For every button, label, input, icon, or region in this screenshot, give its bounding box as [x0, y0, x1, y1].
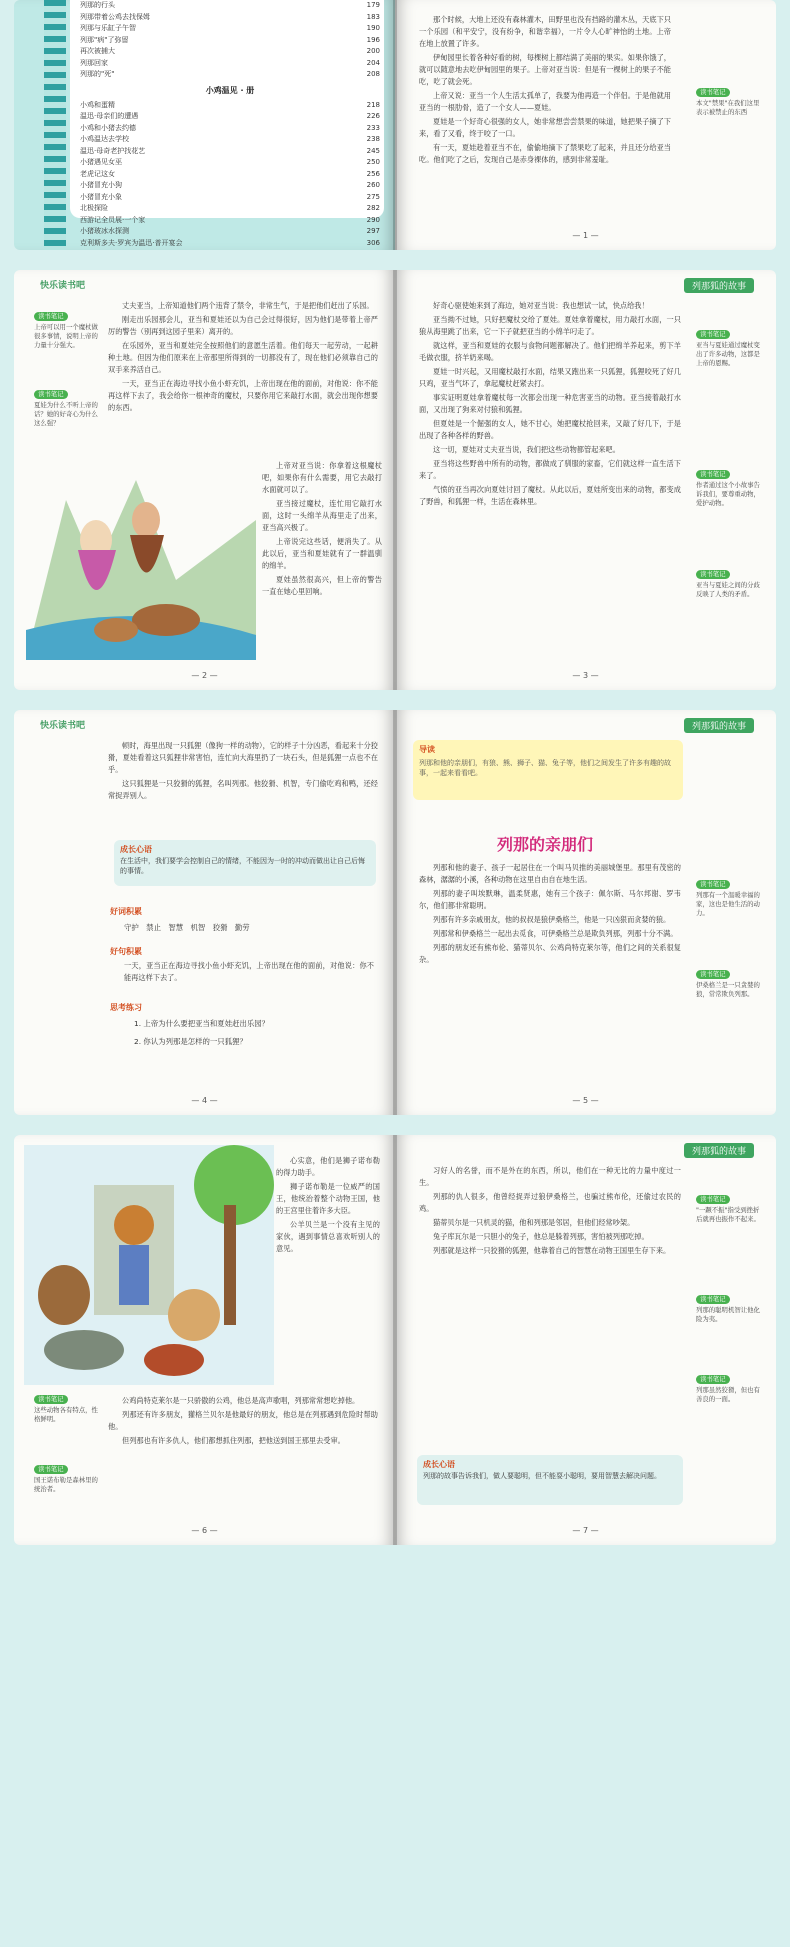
page-1-body [419, 14, 671, 168]
words-list: 守护 禁止 智慧 机智 狡猾 勤劳 [124, 923, 250, 932]
paragraph: 这只狐狸是一只狡猾的狐狸，名叫列那。他狡猾、机智，专门偷吃鸡和鸭，还经常捉弄别人。 [108, 779, 378, 800]
adam-eve-illustration [26, 460, 256, 660]
toc-row[interactable]: 列那带着公鸡去找保姆 183 [80, 12, 380, 21]
spread-2 [14, 270, 776, 690]
paragraph: 列那的朋友还有熊布伦、猫蒂贝尔、公鸡尚特克莱尔等，他们之间的关系很复杂。 [419, 943, 681, 964]
paragraph: 在乐园外，亚当和夏娃完全按照他们的意愿生活着。他们每天一起劳动，一起耕种土地。但因为他们原来在上帝那里所得到的一切都没有了，现在他们必须靠自己的双手来养活自己。 [108, 341, 378, 374]
chapter-title: 列那的亲朋们 [496, 835, 593, 854]
note-badge: 读书笔记 [696, 1195, 730, 1204]
paragraph: 但夏娃是一个倔强的女人，她不甘心，她把魔杖抢回来，又敲了好几下，于是出现了各种各样的野兽。 [419, 419, 681, 440]
page-2 [14, 270, 395, 690]
page-number: — 3 — [572, 671, 599, 680]
toc-row[interactable]: 小猪遇见女巫 250 [80, 158, 380, 166]
question-2: 2. 你认为列那是怎样的一只狐狸？ [134, 1037, 247, 1046]
page-6-body [108, 1395, 378, 1449]
side-note: 读书笔记 国王诺布勒是森林里的统治者。 [34, 1465, 98, 1493]
note-badge: 读书笔记 [696, 470, 730, 479]
toc-row[interactable]: 小猪冒充小象 275 [80, 192, 380, 201]
running-head-right: 列那狐的故事 [684, 718, 754, 733]
growth-tip-box [417, 1455, 683, 1505]
paragraph: 列那和他的妻子、孩子一起居住在一个叫马贝推的美丽城堡里。那里有茂密的森林，潺潺的小溪，各种动物在这里自由自在地生活。 [419, 863, 681, 884]
book-gutter [393, 0, 397, 250]
side-note: 读书笔记 亚当与夏娃通过魔杖变出了许多动物，这都是上帝的恩赐。 [696, 330, 760, 367]
paragraph: 丈夫亚当，上帝知道他们两个违背了禁令，非常生气，于是把他们赶出了乐园。 [122, 301, 374, 310]
paragraph: 兔子库瓦尔是一只胆小的兔子，他总是躲着列那，害怕被列那吃掉。 [433, 1232, 649, 1241]
running-head-left: 快乐读书吧 [40, 721, 86, 731]
note-badge: 读书笔记 [34, 1395, 68, 1404]
sentence-text: 一天，亚当正在海边寻找小鱼小虾充饥，上帝出现在他的面前，对他说：你不能再这样下去了。 [124, 961, 374, 982]
page-5-body [419, 862, 681, 968]
note-badge: 读书笔记 [34, 390, 68, 399]
toc-row[interactable]: 北极探险 282 [80, 204, 380, 212]
paragraph: 上帝又说：亚当一个人生活太孤单了，我要为他再造一个伴侣。于是他就用亚当的一根肋骨，造了一个女人——夏娃。 [419, 91, 671, 112]
toc-row[interactable]: 老虎记这女 256 [80, 169, 380, 178]
questions-title: 思考练习 [110, 1003, 142, 1012]
paragraph: 上帝对亚当说：你拿着这根魔杖吧，如果你有什么需要，用它去敲打水面就可以了。 [262, 461, 382, 494]
spread-4 [14, 1135, 776, 1915]
paragraph: 上帝说完这些话，便消失了。从此以后，亚当和夏娃就有了一群温驯的绵羊。 [262, 537, 382, 570]
paragraph: 事实证明夏娃拿着魔杖每一次都会出现一种危害亚当的动物。亚当接着敲打水面，又出现了狗来对付狼和狐狸。 [419, 393, 681, 414]
toc-row[interactable]: 小鸡和小猪去约德 233 [80, 123, 380, 132]
paragraph: 列那的妻子叫埃默琳，温柔贤惠，她有三个孩子：佩尔斯、马尔邦谢、罗韦尔，他们都非常聪明。 [419, 889, 681, 910]
running-head-right: 列那狐的故事 [684, 278, 754, 293]
note-badge: 读书笔记 [34, 1465, 68, 1474]
toc-row[interactable]: 西游记全员展·一个家 290 [80, 215, 380, 224]
spread-1 [14, 0, 776, 250]
page-number: — 4 — [191, 1096, 218, 1105]
toc-row[interactable]: 小猪玻冰水探测 297 [80, 227, 380, 235]
paragraph: 刚走出乐园那会儿，亚当和夏娃还以为自己会过得很好，因为他们是带着上帝严厉的警告（别再到这园子里来）离开的。 [108, 315, 378, 336]
toc-row[interactable]: 小猪冒充小狗 260 [80, 181, 380, 189]
page-4-body [108, 740, 378, 804]
toc-row[interactable]: 小鸡和蛋精 218 [80, 100, 380, 109]
side-note: 读书笔记 "一蹶不振"指受到挫折后就再也振作不起来。 [696, 1195, 760, 1223]
paragraph: 就这样，亚当和夏娃的衣服与食物问题都解决了。他们把绵羊养起来，剪下羊毛做衣服，挤羊奶来喝。 [419, 341, 681, 362]
growth-tip-title: 成长心语 [120, 845, 152, 854]
toc-row[interactable]: 列那的"死" 208 [80, 70, 380, 78]
paragraph: 亚当接过魔杖，连忙用它敲打水面，这时一头绵羊从海里走了出来，亚当高兴极了。 [262, 499, 382, 532]
toc-row[interactable]: 列那与乐缸子午智 190 [80, 24, 380, 32]
lion-court-illustration [24, 1145, 274, 1385]
intro-text: 列那和他的亲朋们，有狼、熊、狮子、猫、兔子等，他们之间发生了许多有趣的故事，一起来看看吧。 [419, 759, 671, 777]
book-gutter [393, 710, 397, 1115]
side-note: 读书笔记 列那虽然狡猾，但也有善良的一面。 [696, 1375, 760, 1403]
page-1 [395, 0, 776, 250]
page-number: — 2 — [191, 671, 218, 680]
sentence-title: 好句积累 [110, 947, 142, 956]
running-head-left: 快乐读书吧 [40, 281, 86, 291]
paragraph: 猫蒂贝尔是一只机灵的猫，他和列那是邻居，但他们经常吵架。 [433, 1218, 635, 1227]
paragraph: 夏娃是一个好奇心很强的女人，她非常想尝尝禁果的味道，她把果子摘了下来，看了又看，终于咬了一口。 [419, 117, 671, 138]
paragraph: 列那就是这样一只狡猾的狐狸，他靠着自己的智慧在动物王国里生存下来。 [433, 1246, 671, 1255]
page-7 [395, 1135, 776, 1545]
page-2-body-continued [262, 460, 382, 600]
page-5 [395, 710, 776, 1115]
toc-row[interactable]: 列那"病"了弥留 196 [80, 35, 380, 44]
paragraph: 但列那也有许多仇人，他们都想抓住列那，把他送到国王那里去受审。 [122, 1436, 345, 1445]
note-badge: 读书笔记 [696, 1375, 730, 1384]
toc-section-title: 小鸡温见 · 册 [205, 85, 255, 95]
note-badge: 读书笔记 [696, 1295, 730, 1304]
page-6-body-side [276, 1155, 380, 1257]
paragraph: 这一切，夏娃对丈夫亚当说，我们把这些动物都管起来吧。 [433, 445, 620, 454]
toc-row[interactable]: 再次被捕大 200 [80, 47, 380, 55]
toc-page [14, 0, 395, 250]
growth-tip-text: 列那的故事告诉我们，做人要聪明，但不能耍小聪明，要用智慧去解决问题。 [423, 1472, 661, 1480]
growth-tip-title: 成长心语 [423, 1460, 455, 1469]
page-6 [14, 1135, 395, 1545]
words-title: 好词积累 [110, 907, 142, 916]
page-number: — 7 — [572, 1526, 599, 1535]
note-badge: 读书笔记 [696, 88, 730, 97]
paragraph: 好奇心驱使她来到了海边，她对亚当说：我也想试一试，快点给我！ [433, 301, 649, 310]
toc-row[interactable]: 温迅·母奇老护找花艺 245 [80, 146, 380, 155]
side-note: 读书笔记 作者通过这个小故事告诉我们，要尊重动物，爱护动物。 [696, 470, 760, 507]
page-number: — 6 — [191, 1526, 218, 1535]
toc-row[interactable]: 克利斯多夫·罗宾为温迅·普开宴会 306 [80, 238, 380, 247]
page-4 [14, 710, 395, 1115]
paragraph: 列那还有许多朋友，獾格兰贝尔是他最好的朋友，他总是在列那遇到危险时帮助他。 [108, 1410, 378, 1431]
paragraph: 那个时候，大地上还没有森林灌木，田野里也没有挡路的灌木丛，天底下只一个乐园（和平安宁，没有纷争，和谐幸福），一片令人心旷神怡的土地。上帝在地上放置了许多。 [419, 15, 671, 48]
paragraph: 亚当将这些野兽中所有的动物，都做成了驯服的家畜，它们就这样一直生活下来了。 [419, 459, 681, 480]
side-note: 读书笔记 伊桑格兰是一只贪婪的狼，常常欺负列那。 [696, 970, 760, 998]
paragraph: 夏娃一时兴起，又用魔杖敲打水面，结果又跑出来一只狐狸，狐狸咬死了好几只鸡，亚当气坏了，拿起魔杖赶紧去打。 [419, 367, 681, 388]
paragraph: 亚当拗不过她，只好把魔杖交给了夏娃。夏娃拿着魔杖，用力敲打水面，一只狼从海里跳了出来，它一下子就把亚当的小绵羊叼走了。 [419, 315, 681, 336]
side-note: 读书笔记 本文"禁果"在我们这里表示被禁止的东西 [696, 88, 760, 116]
page-number: — 1 — [572, 231, 599, 240]
side-note: 读书笔记 上帝可以用一个魔杖做很多事情，说明上帝的力量十分强大。 [34, 312, 98, 349]
question-1: 1. 上帝为什么要把亚当和夏娃赶出乐园？ [134, 1019, 270, 1028]
paragraph: 心实意，他们是狮子诺布勒的得力助手。 [276, 1156, 380, 1177]
paragraph: 气愤的亚当再次向夏娃讨回了魔杖。从此以后，夏娃所变出来的动物，都变成了野兽，和狐狸一样，生活在森林里。 [419, 485, 681, 506]
paragraph: 狮子诺布勒是一位威严的国王，他统治着整个动物王国，他的王宫里住着许多大臣。 [276, 1182, 380, 1215]
paragraph: 公羊贝兰是一个没有主见的家伙，遇到事情总喜欢听别人的意见。 [276, 1220, 380, 1253]
toc-row[interactable]: 温迅·母亲们的遭遇 226 [80, 112, 380, 120]
paragraph: 一天，亚当正在海边寻找小鱼小虾充饥，上帝出现在他的面前，对他说：你不能再这样下去了，我会给你一根神奇的魔杖，只要你用它来敲打水面，就会出现你想要的东西。 [108, 379, 378, 412]
paragraph: 夏娃虽然很高兴，但上帝的警告一直在她心里回响。 [262, 575, 382, 596]
toc-row[interactable]: 列那的行头 179 [80, 1, 380, 9]
book-gutter [393, 270, 397, 690]
side-note: 读书笔记 列那的聪明机智让他化险为夷。 [696, 1295, 760, 1323]
page-3-body [419, 300, 681, 510]
page-2-body [108, 300, 378, 416]
intro-title: 导读 [419, 745, 435, 754]
note-badge: 读书笔记 [696, 330, 730, 339]
paragraph: 公鸡尚特克莱尔是一只骄傲的公鸡，他总是高声歌唱，列那常常想吃掉他。 [122, 1396, 360, 1405]
note-badge: 读书笔记 [696, 970, 730, 979]
note-badge: 读书笔记 [696, 880, 730, 889]
paragraph: 伊甸园里长着各种好看的树，每棵树上都结满了美丽的果实。如果你饿了，就可以随意地去吃伊甸园里的果子。上帝对亚当说：但是有一棵树上的果子不能吃，吃了就会死。 [419, 53, 671, 86]
growth-tip-text: 在生活中，我们要学会控制自己的情绪，不能因为一时的冲动而做出让自己后悔的事情。 [120, 857, 365, 875]
page-7-body [419, 1165, 681, 1259]
toc-row[interactable]: 小鸡温达去学校 238 [80, 135, 380, 143]
paragraph: 顿时，海里出现一只狐狸（像狗一样的动物），它的样子十分凶恶，看起来十分狡猾，夏娃看着这只狐狸非常害怕，连忙向大海里扔了一块石头，但是狐狸一点也不在乎。 [108, 741, 378, 774]
spread-3 [14, 710, 776, 1115]
paragraph: 列那的仇人很多，他曾经捉弄过狼伊桑格兰，也骗过熊布伦，还偷过农民的鸡。 [419, 1192, 681, 1213]
note-badge: 读书笔记 [34, 312, 68, 321]
paragraph: 习好人的名誉，而不是外在的东西，所以，他们在一种无比的力量中度过一生。 [419, 1166, 681, 1187]
side-note: 读书笔记 这些动物各有特点，性格鲜明。 [34, 1395, 98, 1423]
paragraph: 列那常和伊桑格兰一起出去觅食，可伊桑格兰总是欺负列那，列那十分不满。 [433, 929, 678, 938]
page-3 [395, 270, 776, 690]
intro-box [413, 740, 683, 800]
side-note: 读书笔记 夏娃为什么不听上帝的话？她的好奇心为什么这么强？ [34, 390, 98, 427]
side-note: 读书笔记 列那有一个温暖幸福的家，这也是他生活的动力。 [696, 880, 760, 917]
table-of-contents [80, 0, 380, 249]
note-badge: 读书笔记 [696, 570, 730, 579]
book-gutter [393, 1135, 397, 1545]
spiral-binding [44, 0, 66, 250]
running-head-right: 列那狐的故事 [684, 1143, 754, 1158]
paragraph: 有一天，夏娃趁着亚当不在，偷偷地摘下了禁果吃了起来，并且还分给亚当吃。他们吃了之后，发现自己是赤身裸体的，感到非常羞耻。 [419, 143, 671, 164]
toc-row[interactable]: 列那回家 204 [80, 58, 380, 67]
growth-tip-box [114, 840, 376, 886]
paragraph: 列那有许多亲戚朋友，他的叔叔是狼伊桑格兰，他是一只凶狠而贪婪的狼。 [433, 915, 671, 924]
side-note: 读书笔记 亚当与夏娃之间的分歧反映了人类的矛盾。 [696, 570, 760, 598]
page-number: — 5 — [572, 1096, 599, 1105]
